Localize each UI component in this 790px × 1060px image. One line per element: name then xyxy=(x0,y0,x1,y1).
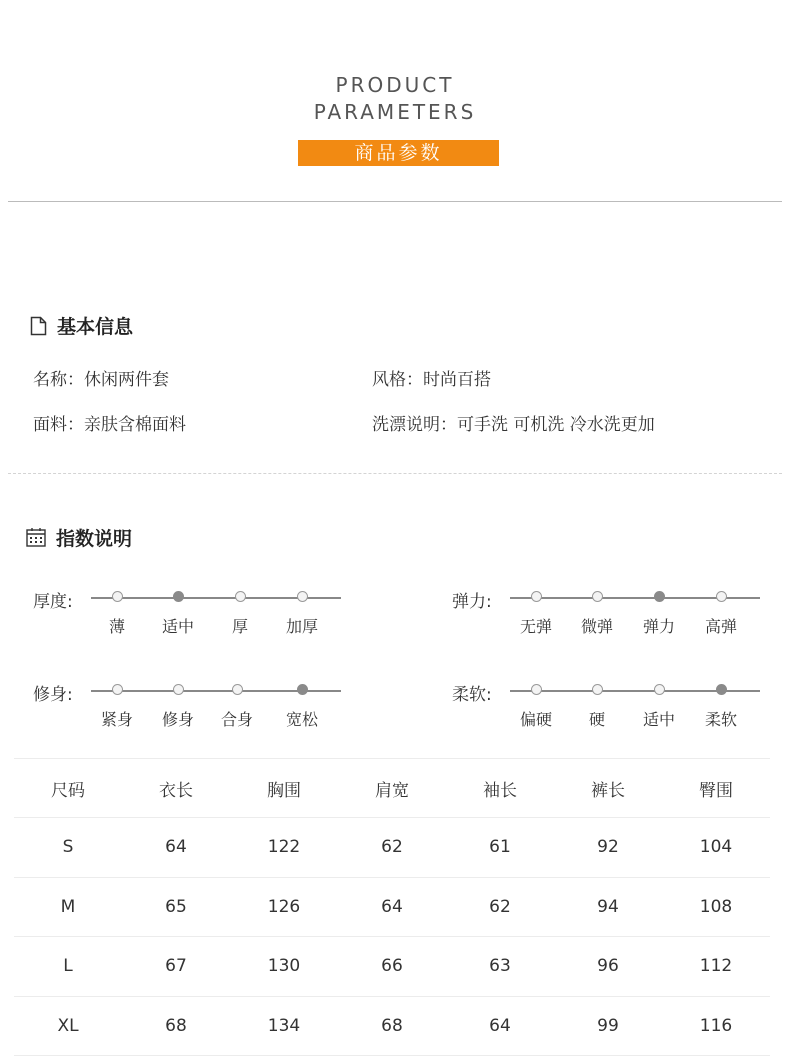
dashed-divider xyxy=(8,473,782,474)
index-heading xyxy=(26,524,132,551)
scale-dot xyxy=(297,591,308,602)
banner-product-parameters: 商品参数 xyxy=(298,140,499,166)
basic-info-heading xyxy=(30,312,133,339)
scale-dot-selected xyxy=(654,591,665,602)
document-icon xyxy=(30,316,47,336)
scale-option-label: 无弹 xyxy=(519,617,553,636)
scale-option-label: 硬 xyxy=(588,710,606,729)
scale-dot xyxy=(592,684,603,695)
scale-option-label: 宽松 xyxy=(285,710,319,729)
scale-option-label: 微弹 xyxy=(580,617,614,636)
scale-option-label: 厚 xyxy=(231,617,249,636)
info-fabric: 面料：亲肤含棉面料 xyxy=(33,415,186,435)
table-header-cell: 肩宽 xyxy=(375,780,409,801)
scale-dot xyxy=(112,591,123,602)
table-cell: 64 xyxy=(489,1015,511,1036)
table-row xyxy=(14,878,770,938)
calendar-icon xyxy=(26,528,46,547)
title-parameters: PARAMETERS xyxy=(313,100,477,124)
table-cell: M xyxy=(60,896,76,917)
scale-dot xyxy=(592,591,603,602)
index-scale xyxy=(33,680,373,730)
table-cell: 96 xyxy=(597,956,619,977)
info-wash: 洗漂说明：可手洗 可机洗 冷水洗更加 xyxy=(372,415,655,435)
scale-dot-selected xyxy=(297,684,308,695)
table-cell: 134 xyxy=(267,1015,301,1036)
table-cell: 63 xyxy=(489,956,511,977)
table-cell: 64 xyxy=(381,896,403,917)
scale-option-label: 修身 xyxy=(161,710,195,729)
table-cell: 67 xyxy=(165,956,187,977)
scale-option-label: 偏硬 xyxy=(519,710,553,729)
table-row xyxy=(14,997,770,1057)
divider xyxy=(8,201,782,202)
scale-label: 柔软: xyxy=(452,685,492,705)
table-header-cell: 尺码 xyxy=(51,780,85,801)
table-row xyxy=(14,937,770,997)
index-title: 指数说明 xyxy=(56,528,133,550)
table-cell: 108 xyxy=(699,896,733,917)
table-cell: L xyxy=(63,956,73,977)
scale-dot xyxy=(531,591,542,602)
table-cell: S xyxy=(62,837,74,858)
index-scale xyxy=(452,587,790,637)
scale-dot xyxy=(173,684,184,695)
scale-option-label: 柔软 xyxy=(704,710,738,729)
index-scale xyxy=(452,680,790,730)
scale-label: 修身: xyxy=(33,685,73,705)
scale-option-label: 加厚 xyxy=(285,617,319,636)
table-cell: 64 xyxy=(165,837,187,858)
table-row xyxy=(14,818,770,878)
scale-dot-selected xyxy=(716,684,727,695)
table-cell: 126 xyxy=(267,896,301,917)
scale-option-label: 薄 xyxy=(108,617,126,636)
table-header-cell: 胸围 xyxy=(267,780,301,801)
scale-option-label: 适中 xyxy=(642,710,676,729)
info-name: 名称：休闲两件套 xyxy=(33,370,169,390)
table-cell: 112 xyxy=(699,956,733,977)
table-cell: 62 xyxy=(489,896,511,917)
table-header-row xyxy=(14,758,770,818)
parameters-header xyxy=(0,0,790,202)
scale-option-label: 合身 xyxy=(220,710,254,729)
scale-option-label: 紧身 xyxy=(100,710,134,729)
table-cell: 62 xyxy=(381,837,403,858)
scale-dot xyxy=(716,591,727,602)
scale-dot xyxy=(112,684,123,695)
scale-dot-selected xyxy=(173,591,184,602)
table-cell: 116 xyxy=(699,1015,733,1036)
table-header-cell: 袖长 xyxy=(483,780,517,801)
table-cell: 92 xyxy=(597,837,619,858)
table-cell: 68 xyxy=(165,1015,187,1036)
basic-info-title: 基本信息 xyxy=(57,316,134,338)
index-scale xyxy=(33,587,373,637)
scale-dot xyxy=(235,591,246,602)
scale-label: 厚度: xyxy=(33,592,73,612)
table-cell: 68 xyxy=(381,1015,403,1036)
scale-option-label: 适中 xyxy=(161,617,195,636)
table-header-cell: 衣长 xyxy=(159,780,193,801)
scale-dot xyxy=(232,684,243,695)
table-cell: 61 xyxy=(489,837,511,858)
table-cell: 130 xyxy=(267,956,301,977)
scale-option-label: 弹力 xyxy=(642,617,676,636)
scale-dot xyxy=(654,684,665,695)
table-cell: 122 xyxy=(267,837,301,858)
title-product: PRODUCT xyxy=(335,73,455,97)
table-header-cell: 裤长 xyxy=(591,780,625,801)
table-cell: 94 xyxy=(597,896,619,917)
info-style: 风格：时尚百搭 xyxy=(372,370,491,390)
table-cell: XL xyxy=(57,1015,79,1036)
table-cell: 66 xyxy=(381,956,403,977)
scale-dot xyxy=(531,684,542,695)
table-header-cell: 臀围 xyxy=(699,780,733,801)
table-cell: 99 xyxy=(597,1015,619,1036)
table-cell: 65 xyxy=(165,896,187,917)
size-table xyxy=(14,758,770,1056)
table-cell: 104 xyxy=(699,837,733,858)
scale-label: 弹力: xyxy=(452,592,492,612)
scale-option-label: 高弹 xyxy=(704,617,738,636)
